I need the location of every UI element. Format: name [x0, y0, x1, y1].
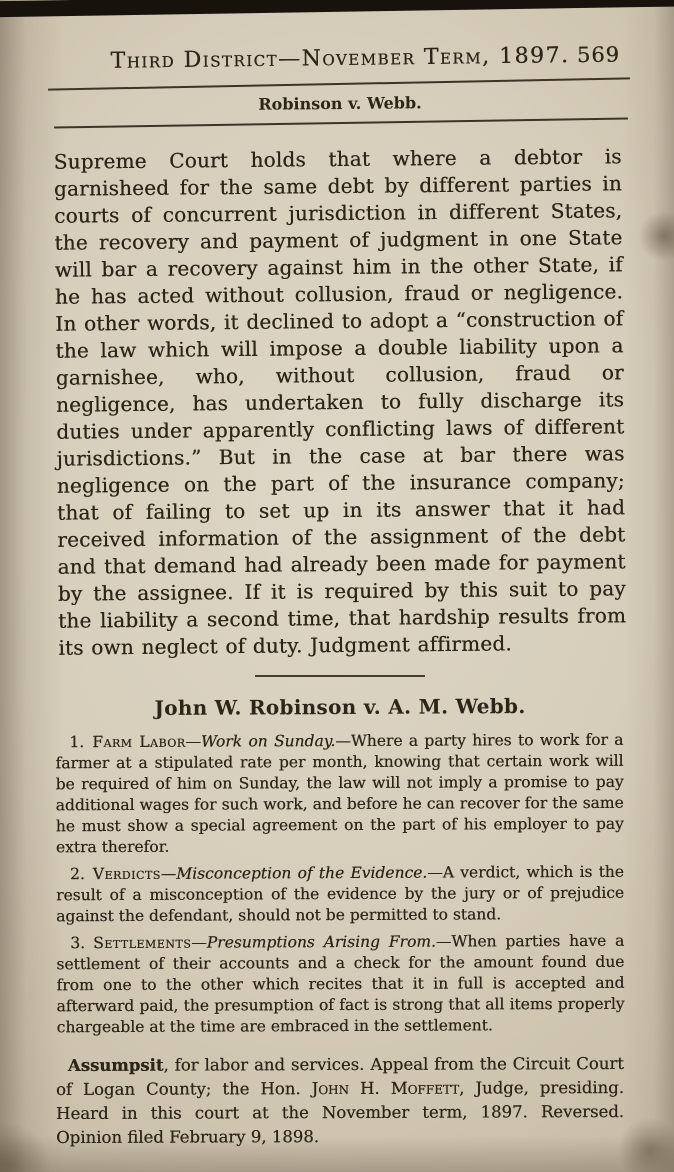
headnote: [56, 861, 624, 926]
headnote-text: —Where a party hires to work for a farmer at a stipulated rate per month, knowing that certain work will be required of him on Sunday, the law will not imply a promise to pay additional wages for such work, and before he can recover for the same he must show a special agreement on the part of his employer to pay extra therefor.: [55, 730, 624, 856]
headnote: [56, 930, 624, 1037]
headnote-subtitle: —Misconception of the Evidence.: [160, 863, 428, 883]
headnote: [55, 729, 624, 857]
case-title: John W. Robinson v. A. M. Webb.: [154, 693, 526, 720]
closing-paragraph: [56, 1052, 624, 1150]
running-head-rule: [54, 117, 628, 128]
headnotes-section: [55, 729, 624, 1037]
headnote-topic: Farm Labor: [92, 732, 186, 751]
headnote-text: —A verdict, which is the result of a misconception of the evidence by the jury or of prejudice against the defendant, should not be permitted to stand.: [56, 862, 625, 925]
page-header: [56, 43, 624, 75]
section-divider: [255, 675, 425, 677]
scan-top-edge: [0, 0, 674, 17]
headnote-text: —When parties have a settlement of their accounts and a check for the amount found due from one to the other which recites that it in full is accepted and afterward paid, the presumption of fact is strong that all items properly chargeable at the time are embraced in the settlement.: [56, 931, 625, 1036]
header-rule: [48, 77, 630, 90]
headnote-subtitle: —Work on Sunday.: [185, 731, 336, 751]
headnote-subtitle: —Presumptions Arising From.: [191, 932, 436, 952]
opinion-paragraph: Supreme Court holds that where a debtor is garnisheed for the same debt by different parties in courts of concurrent jurisdiction in different States, the recovery and payment of judgment in one State will bar a recovery against him in the other State, if he has acted without collusion, fraud or negligence. In other words, it declined to adopt a “construction of the law which will impose a double liability upon a garnishee, who, without collusion, fraud or negligence, has undertaken to fully discharge its duties under apparently conflicting laws of different jurisdictions.” But in the case at bar there was negligence on the part of the insurance company; that of failing to set up in its answer that it had received information of the assignment of the debt and that demand had already been made for payment by the assignee. If it is required by this suit to pay the liability a second time, that hardship results from its own neglect of duty. Judgment affirmed.: [53, 143, 627, 660]
closing-text-1: , for labor and services. Appeal from the Circuit Court of Logan County; the Hon.: [55, 1053, 624, 1099]
judge-name: John H. Moffett: [311, 1078, 460, 1098]
closing-text-2: , Judge, presiding. Heard in this court at the November term, 1897. Reversed. Opinion filed February 9, 1898.: [56, 1077, 625, 1147]
headnote-topic: Settlements: [93, 933, 192, 952]
case-running-head: Robinson v. Webb.: [258, 93, 422, 114]
running-title: Third District—November Term, 1897.: [110, 43, 570, 74]
page-number: 569: [576, 42, 621, 68]
headnote-topic: Verdicts: [92, 864, 161, 883]
headnote-number: 2.: [69, 864, 85, 883]
headnote-number: 3.: [70, 933, 86, 952]
closing-lead: Assumpsit: [67, 1055, 164, 1075]
headnote-number: 1.: [69, 732, 85, 751]
